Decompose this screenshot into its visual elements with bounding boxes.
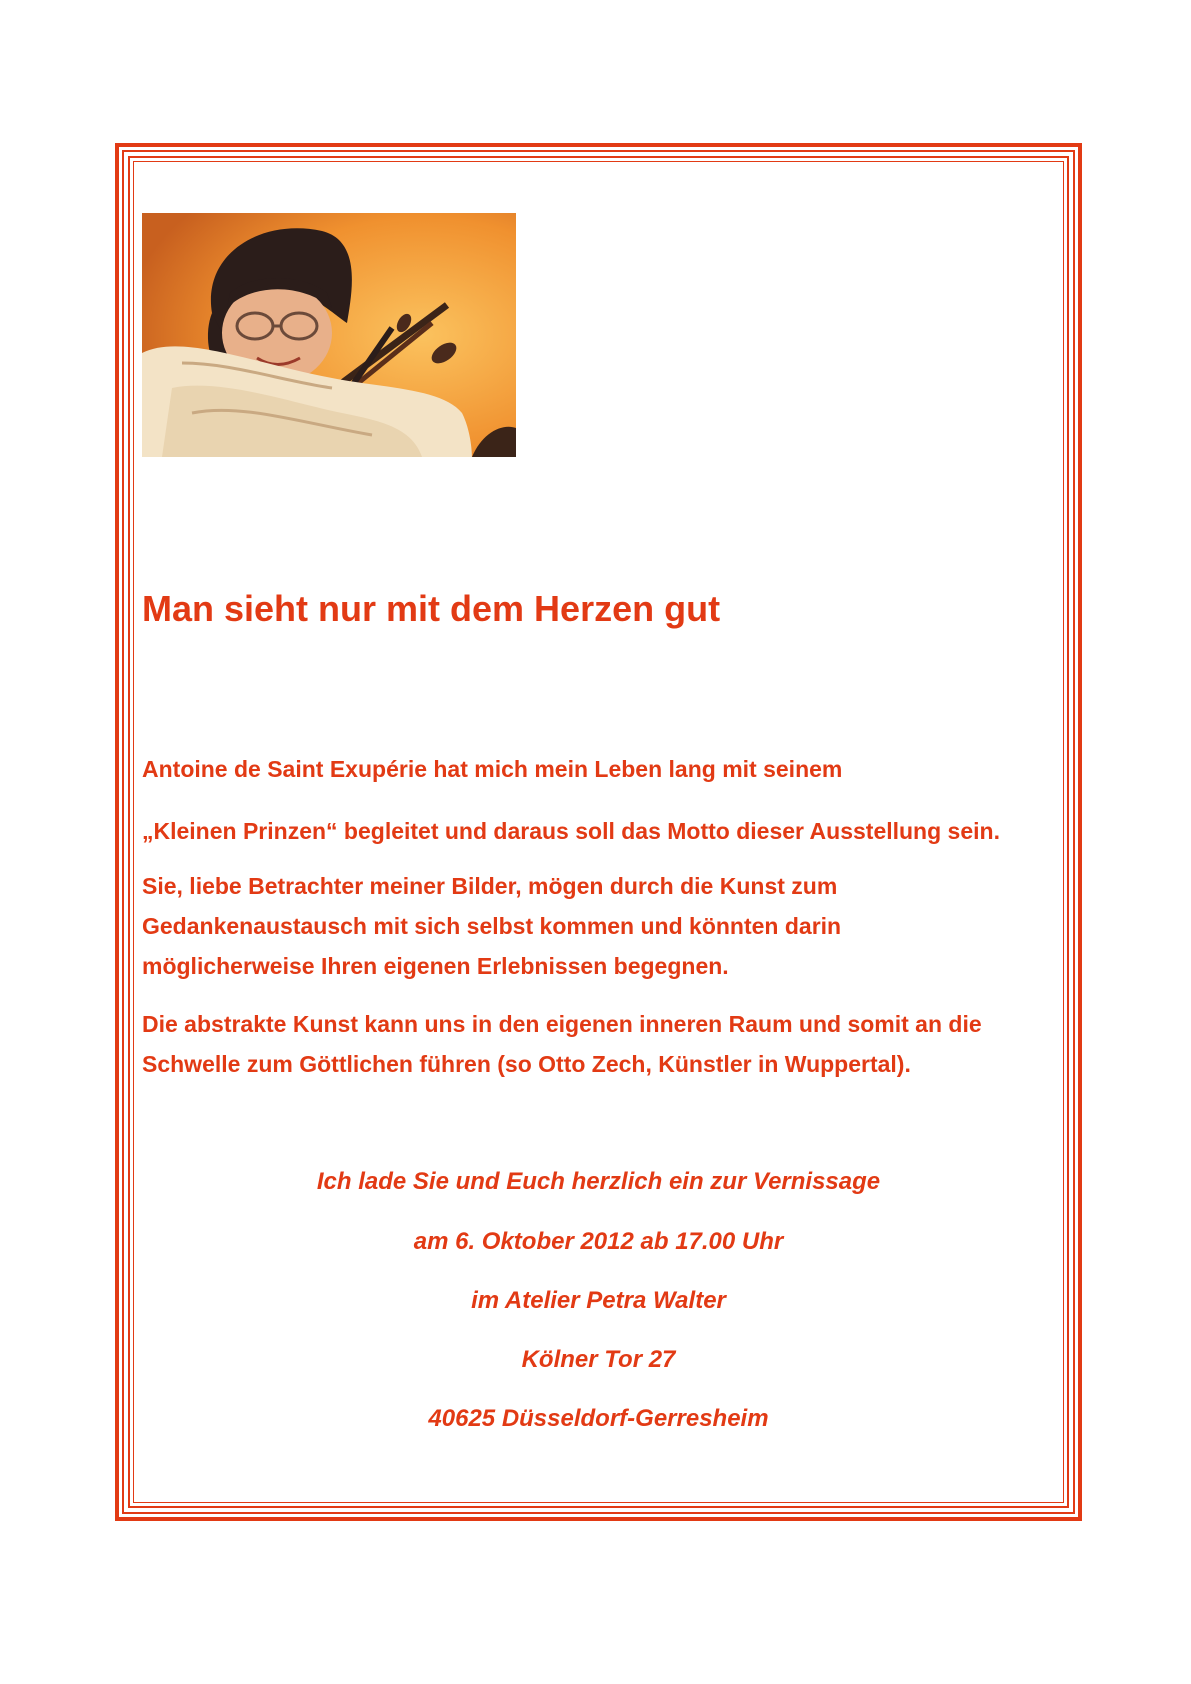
paragraph-line: Die abstrakte Kunst kann uns in den eigenen inneren Raum und somit an die [142, 1011, 982, 1037]
paragraph-line: möglicherweise Ihren eigenen Erlebnissen begegnen. [142, 953, 729, 979]
invitation-line-vernissage: Ich lade Sie und Euch herzlich ein zur Vernissage [316, 1168, 881, 1195]
invitation-line-venue: im Atelier Petra Walter [471, 1287, 726, 1314]
paragraph-intro [142, 749, 1052, 789]
artist-portrait-image [142, 213, 516, 457]
invitation-line-street: Kölner Tor 27 [521, 1346, 676, 1373]
paragraph-line: Schwelle zum Göttlichen führen (so Otto Zech, Künstler in Wuppertal). [142, 1051, 911, 1077]
paragraph-line: Gedankenaustausch mit sich selbst kommen und könnten darin [142, 913, 842, 939]
portrait-icon [142, 213, 516, 457]
paragraph-line: Antoine de Saint Exupérie hat mich mein Leben lang mit seinem [142, 756, 843, 782]
paragraph-viewers [142, 866, 1052, 986]
invitation-line-city: 40625 Düsseldorf-Gerresheim [428, 1405, 769, 1432]
paragraph-motto [142, 811, 1052, 851]
paragraph-line: Sie, liebe Betrachter meiner Bilder, mögen durch die Kunst zum [142, 873, 838, 899]
page-title: Man sieht nur mit dem Herzen gut [142, 588, 721, 629]
paragraph-abstract-art [142, 1004, 1052, 1084]
invitation-line-date: am 6. Oktober 2012 ab 17.00 Uhr [413, 1228, 784, 1255]
paragraph-line: „Kleinen Prinzen“ begleitet und daraus soll das Motto dieser Ausstellung sein. [142, 818, 1000, 844]
